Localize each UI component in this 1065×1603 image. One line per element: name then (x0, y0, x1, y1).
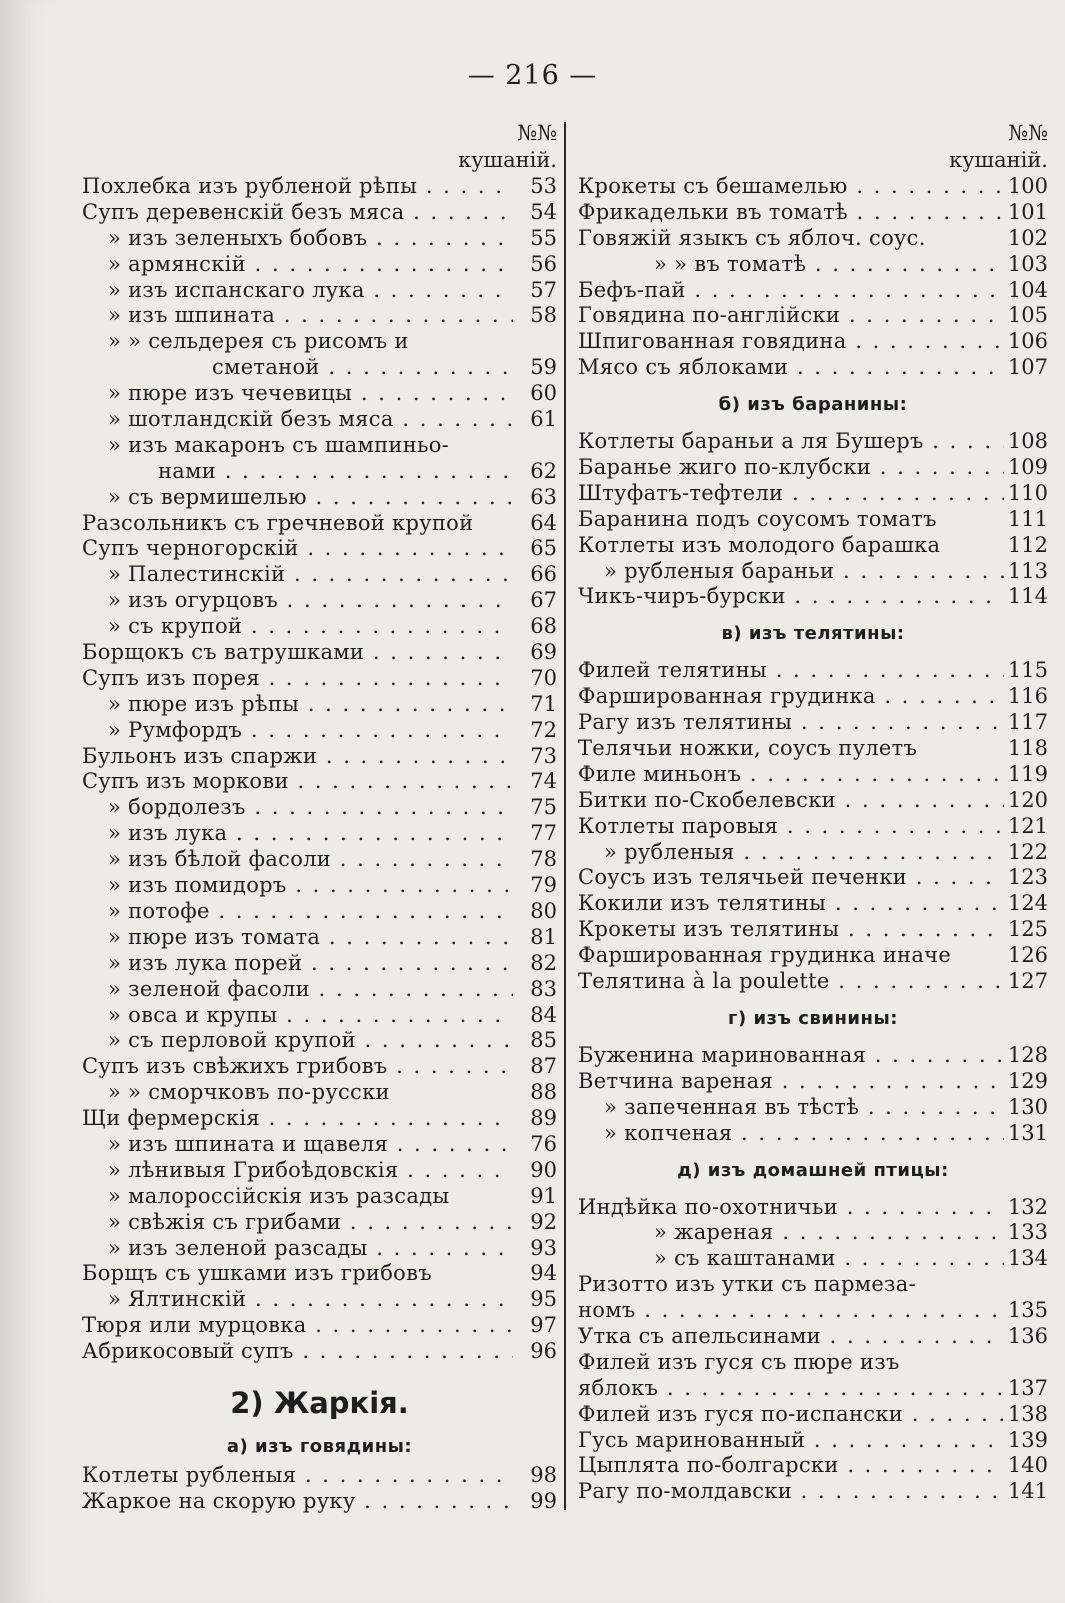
dish-name: Похлебка изъ рубленой рѣпы . . . (82, 174, 513, 200)
dish-number: 99 (530, 1488, 557, 1513)
dish-name: » » сельдерея съ рисомъ и (108, 329, 409, 354)
dish-name: » изъ зеленой разсады . . . (82, 1236, 513, 1262)
dish-entry (82, 925, 557, 951)
dish-number: 91 (530, 1183, 557, 1208)
section-title: 2) Жаркія. (230, 1385, 409, 1420)
dish-number: 69 (530, 640, 557, 665)
dish-number: 100 (1007, 174, 1048, 198)
dish-number: 83 (530, 976, 557, 1001)
dish-number: 84 (530, 1002, 557, 1027)
dish-entry (82, 511, 557, 537)
dish-entry (578, 1376, 1048, 1402)
dish-name: » шотландскій безъ мяса . . . (82, 407, 513, 433)
dish-entry (82, 1489, 557, 1515)
dish-entry (578, 455, 1048, 481)
dish-name: » изъ лука порей . . . (82, 951, 513, 977)
dish-name: сметаной . . . (82, 355, 513, 381)
dish-entry (82, 951, 557, 977)
dish-name: Тюря или мурцовка . . . (82, 1313, 513, 1339)
dish-number-header: №№ кушаній. (949, 121, 1048, 172)
dish-entry (578, 278, 1048, 304)
dish-entry (82, 407, 557, 433)
dish-number: 67 (530, 588, 557, 613)
dish-number: 95 (530, 1287, 557, 1312)
dish-name: Котлеты бараньи а ля Бушеръ . . . (578, 429, 1004, 455)
dish-number: 71 (530, 691, 557, 716)
dish-number: 66 (530, 562, 557, 587)
dish-name: Утка съ апельсинами . . . (578, 1324, 1004, 1350)
dish-entry (578, 1479, 1048, 1505)
dish-entry (578, 1298, 1048, 1324)
dish-number: 93 (530, 1235, 557, 1260)
dish-entry (578, 917, 1048, 943)
dish-name: » изъ бѣлой фасоли . . . (82, 847, 513, 873)
dish-number: 128 (1007, 1042, 1048, 1067)
dish-number: 114 (1007, 584, 1048, 609)
dish-number: 59 (530, 355, 557, 380)
dish-name: Мясо съ яблоками . . . (578, 355, 1004, 381)
dish-number: 58 (530, 303, 557, 328)
dish-number: 112 (1007, 532, 1048, 557)
dish-entry (578, 943, 1048, 969)
dish-number: 127 (1007, 969, 1048, 994)
dish-entry (578, 969, 1048, 995)
dish-entry (82, 485, 557, 511)
dish-number: 85 (530, 1028, 557, 1053)
dish-entry (578, 533, 1048, 559)
dish-entry (82, 1054, 557, 1080)
dish-number: 115 (1007, 658, 1048, 683)
dish-name: Фаршированная грудинка иначе (578, 943, 952, 968)
dish-number: 140 (1007, 1453, 1048, 1478)
dish-entry (82, 1003, 557, 1029)
dish-name: Гусь маринованный . . . (578, 1428, 1004, 1454)
dish-entry (82, 1080, 557, 1106)
dish-name: Котлеты изъ молодого барашка (578, 532, 941, 557)
dish-name: Буженина маринованная . . . (578, 1043, 1004, 1069)
dish-name: » зеленой фасоли . . . (82, 977, 513, 1003)
dish-name: » съ каштанами . . . (578, 1246, 1004, 1272)
dish-number: 120 (1007, 787, 1048, 812)
right-column (578, 120, 1048, 1505)
dish-entry (82, 278, 557, 304)
dish-number: 137 (1007, 1375, 1048, 1400)
dish-number: 80 (530, 898, 557, 923)
dish-entry (82, 821, 557, 847)
dish-entry (82, 303, 557, 329)
dish-name: Телячьи ножки, соусъ пулетъ (578, 736, 918, 761)
dish-entry (578, 684, 1048, 710)
dish-name: Говядина по-англійски . . . (578, 303, 1004, 329)
dish-entry (82, 1106, 557, 1132)
dish-entry (82, 1210, 557, 1236)
dish-name: Фаршированная грудинка . . . (578, 684, 1004, 710)
beef-list-continued (578, 174, 1048, 381)
dish-name: Супъ изъ свѣжихъ грибовъ . . . (82, 1054, 513, 1080)
dish-name: Крокеты съ бешамелью . . . (578, 174, 1004, 200)
dish-name: » » въ томатѣ . . . (578, 252, 1004, 278)
dish-name: Фрикадельки въ томатѣ . . . (578, 200, 1004, 226)
dish-name: Абрикосовый супъ . . . (82, 1339, 513, 1365)
dish-name: » Румфордъ . . . (82, 718, 513, 744)
dish-entry (82, 1313, 557, 1339)
dish-name: Супъ деревенскій безъ мяса . . . (82, 200, 513, 226)
dish-name: » изъ помидоръ . . . (82, 873, 513, 899)
dish-entry (578, 1121, 1048, 1147)
dish-entry (578, 1272, 1048, 1298)
dish-entry (82, 174, 557, 200)
dish-entry (82, 562, 557, 588)
dish-entry (578, 1428, 1048, 1454)
dish-number: 116 (1007, 684, 1048, 709)
dish-entry (578, 1324, 1048, 1350)
dish-name: » изъ макаронъ съ шампиньо- (108, 432, 450, 457)
dish-entry (578, 226, 1048, 252)
dish-entry (82, 200, 557, 226)
dish-name: Филе миньонъ . . . (578, 762, 1004, 788)
dish-number: 103 (1007, 251, 1048, 276)
dish-name: » съ крупой . . . (82, 614, 513, 640)
dish-entry (82, 1132, 557, 1158)
dish-number: 87 (530, 1054, 557, 1079)
dish-number: 123 (1007, 865, 1048, 890)
dish-number: 96 (530, 1339, 557, 1364)
dish-name: Щи фермерскія . . . (82, 1106, 513, 1132)
dish-entry (82, 1261, 557, 1287)
dish-number: 54 (530, 199, 557, 224)
dish-number: 129 (1007, 1068, 1048, 1093)
dish-entry (578, 658, 1048, 684)
dish-name: » изъ огурцовъ . . . (82, 588, 513, 614)
dish-name: » пюре изъ рѣпы . . . (82, 692, 513, 718)
dish-number: 72 (530, 717, 557, 742)
dish-name: Цыплята по-болгарски . . . (578, 1453, 1004, 1479)
dish-name: Ризотто изъ утки съ пармеза- (578, 1272, 917, 1297)
dish-entry (82, 692, 557, 718)
dish-entry (578, 1220, 1048, 1246)
dish-number: 101 (1007, 199, 1048, 224)
dish-name: Рагу изъ телятины . . . (578, 710, 1004, 736)
dish-number: 55 (530, 225, 557, 250)
dish-entry (578, 584, 1048, 610)
subsection-poultry: д) изъ домашней птицы: (677, 1159, 949, 1181)
dish-number: 81 (530, 924, 557, 949)
dish-number: 107 (1007, 355, 1048, 380)
dish-number: 110 (1007, 480, 1048, 505)
dish-entry (578, 865, 1048, 891)
dish-entry (578, 355, 1048, 381)
dish-entry (578, 1095, 1048, 1121)
dish-number: 56 (530, 251, 557, 276)
dish-entry (578, 200, 1048, 226)
dish-entry (578, 788, 1048, 814)
dish-name: Филей изъ гуся съ пюре изъ (578, 1349, 900, 1374)
dish-entry (578, 1402, 1048, 1428)
dish-entry (578, 481, 1048, 507)
dish-name: » изъ лука . . . (82, 821, 513, 847)
dish-number: 57 (530, 277, 557, 302)
dish-name: » Палестинскій . . . (82, 562, 513, 588)
dish-entry (82, 381, 557, 407)
dish-name: » лѣнивыя Грибоѣдовскія . . . (82, 1158, 513, 1184)
dish-name: Баранье жиго по-клубски . . . (578, 455, 1004, 481)
dish-number: 135 (1007, 1298, 1048, 1323)
dish-name: Шпигованная говядина . . . (578, 329, 1004, 355)
dish-name: Соусъ изъ телячьей печенки . . . (578, 865, 1004, 891)
dish-number: 90 (530, 1157, 557, 1182)
dish-name: Телятина à la poulette . . . (578, 969, 1004, 995)
dish-name: » армянскій . . . (82, 252, 513, 278)
dish-name: номъ . . . (578, 1298, 1004, 1324)
dish-number: 109 (1007, 455, 1048, 480)
dish-entry (578, 174, 1048, 200)
dish-name: Жаркое на скорую руку . . . (82, 1489, 513, 1515)
veal-list (578, 658, 1048, 995)
dish-name: Супъ изъ порея . . . (82, 666, 513, 692)
dish-name: Кокили изъ телятины . . . (578, 891, 1004, 917)
dish-name: » съ вермишелью . . . (82, 485, 513, 511)
dish-name: » потофе . . . (82, 899, 513, 925)
dish-number: 126 (1007, 943, 1048, 968)
dish-number: 61 (530, 407, 557, 432)
column-divider (564, 122, 566, 1510)
dish-name: Супъ черногорскій . . . (82, 536, 513, 562)
dish-name: Котлеты рубленыя . . . (82, 1463, 513, 1489)
dish-name: » рубленыя . . . (578, 840, 1004, 866)
dish-name: Баранина подъ соусомъ томатъ (578, 506, 937, 531)
dish-entry (578, 559, 1048, 585)
dish-entry (82, 459, 557, 485)
dish-entry (82, 1339, 557, 1365)
dish-entry (578, 1195, 1048, 1221)
dish-name: Битки по-Скобелевски . . . (578, 788, 1004, 814)
dish-entry (82, 355, 557, 381)
dish-entry (82, 433, 557, 459)
dish-name: Разсольникъ съ гречневой крупой (82, 510, 474, 535)
dish-name: » бордолезъ . . . (82, 795, 513, 821)
dish-number: 70 (530, 665, 557, 690)
dish-name: » жареная . . . (578, 1220, 1004, 1246)
dish-name: » овса и крупы . . . (82, 1003, 513, 1029)
dish-entry (578, 1453, 1048, 1479)
dish-name: Чикъ-чиръ-бурски . . . (578, 584, 1004, 610)
subsection-mutton: б) изъ баранины: (718, 394, 908, 416)
dish-entry (82, 1158, 557, 1184)
dish-entry (82, 1236, 557, 1262)
dish-entry (578, 1246, 1048, 1272)
dish-entry (82, 1028, 557, 1054)
dish-name: Говяжій языкъ съ яблоч. соус. (578, 225, 926, 250)
dish-name: » малороссійскія изъ разсады (108, 1183, 450, 1208)
dish-name: » изъ шпината и щавеля . . . (82, 1132, 513, 1158)
dish-number: 117 (1007, 710, 1048, 735)
mutton-list (578, 429, 1048, 610)
dish-number: 132 (1007, 1194, 1048, 1219)
soup-list (82, 174, 557, 1365)
dish-name: Филей телятины . . . (578, 658, 1004, 684)
dish-number: 68 (530, 614, 557, 639)
dish-entry (82, 640, 557, 666)
dish-number: 133 (1007, 1220, 1048, 1245)
dish-number: 121 (1007, 813, 1048, 838)
dish-number: 74 (530, 769, 557, 794)
dish-entry (82, 1287, 557, 1313)
beef-list (82, 1463, 557, 1515)
dish-entry (82, 718, 557, 744)
dish-number: 73 (530, 743, 557, 768)
dish-name: Штуфатъ-тефтели . . . (578, 481, 1004, 507)
dish-number: 134 (1007, 1246, 1048, 1271)
dish-number: 130 (1007, 1094, 1048, 1119)
dish-number: 131 (1007, 1120, 1048, 1145)
dish-entry (82, 614, 557, 640)
dish-entry (578, 891, 1048, 917)
dish-number: 92 (530, 1209, 557, 1234)
dish-number: 79 (530, 873, 557, 898)
dish-entry (82, 536, 557, 562)
dish-entry (82, 899, 557, 925)
dish-number: 102 (1007, 225, 1048, 250)
dish-entry (82, 744, 557, 770)
dish-number: 77 (530, 821, 557, 846)
dish-name: » изъ зеленыхъ бобовъ . . . (82, 226, 513, 252)
dish-number: 75 (530, 795, 557, 820)
dish-name: Бульонъ изъ спаржи . . . (82, 744, 513, 770)
dish-number: 108 (1007, 429, 1048, 454)
dish-name: » Ялтинскій . . . (82, 1287, 513, 1313)
dish-number: 65 (530, 536, 557, 561)
dish-name: яблокъ . . . (578, 1376, 1004, 1402)
subsection-beef: а) изъ говядины: (226, 1435, 413, 1457)
dish-entry (82, 847, 557, 873)
dish-name: » запеченная въ тѣстѣ . . . (578, 1095, 1004, 1121)
dish-number: 88 (530, 1080, 557, 1105)
dish-entry (578, 710, 1048, 736)
dish-name: Борщъ съ ушками изъ грибовъ (82, 1261, 432, 1286)
dish-number: 113 (1007, 558, 1048, 583)
poultry-list (578, 1195, 1048, 1506)
dish-entry (82, 1184, 557, 1210)
subsection-pork: г) изъ свинины: (728, 1007, 898, 1029)
dish-number: 118 (1007, 736, 1048, 761)
dish-name: » свѣжія съ грибами . . . (82, 1210, 513, 1236)
dish-entry (82, 588, 557, 614)
dish-entry (82, 977, 557, 1003)
dish-number: 63 (530, 484, 557, 509)
subsection-veal: в) изъ телятины: (721, 623, 905, 645)
dish-number: 104 (1007, 277, 1048, 302)
dish-name: Крокеты изъ телятины . . . (578, 917, 1004, 943)
dish-entry (578, 329, 1048, 355)
dish-entry (578, 1069, 1048, 1095)
dish-entry (578, 736, 1048, 762)
dish-name: » изъ испанскаго лука . . . (82, 278, 513, 304)
dish-number: 124 (1007, 891, 1048, 916)
dish-name: Бефъ-пай . . . (578, 278, 1004, 304)
dish-number: 122 (1007, 839, 1048, 864)
dish-number: 60 (530, 381, 557, 406)
dish-entry (82, 769, 557, 795)
dish-number: 136 (1007, 1323, 1048, 1348)
dish-number-header: №№ кушаній. (458, 121, 557, 172)
dish-number: 89 (530, 1106, 557, 1131)
dish-name: » изъ шпината . . . (82, 303, 513, 329)
dish-entry (578, 814, 1048, 840)
dish-name: » пюре изъ томата . . . (82, 925, 513, 951)
dish-entry (82, 666, 557, 692)
dish-name: » копченая . . . (578, 1121, 1004, 1147)
dish-name: Рагу по-молдавски . . . (578, 1479, 1004, 1505)
dish-entry (82, 252, 557, 278)
dish-number: 125 (1007, 917, 1048, 942)
dish-name: Ветчина вареная . . . (578, 1069, 1004, 1095)
dish-number: 94 (530, 1261, 557, 1286)
dish-name: » » сморчковъ по-русски (108, 1080, 390, 1105)
dish-number: 119 (1007, 761, 1048, 786)
dish-number: 76 (530, 1131, 557, 1156)
dish-number: 111 (1007, 506, 1048, 531)
pork-list (578, 1043, 1048, 1147)
dish-number: 78 (530, 847, 557, 872)
dish-entry (578, 252, 1048, 278)
dish-entry (578, 429, 1048, 455)
dish-number: 138 (1007, 1401, 1048, 1426)
dish-name: Супъ изъ моркови . . . (82, 769, 513, 795)
dish-number: 64 (530, 510, 557, 535)
dish-number: 139 (1007, 1427, 1048, 1452)
left-column (82, 120, 557, 1515)
dish-entry (82, 795, 557, 821)
dish-name: » пюре изъ чечевицы . . . (82, 381, 513, 407)
dish-number: 97 (530, 1313, 557, 1338)
dish-entry (578, 762, 1048, 788)
dish-entry (82, 226, 557, 252)
dish-entry (82, 1463, 557, 1489)
dish-entry (578, 1350, 1048, 1376)
dish-name: Борщокъ съ ватрушками . . . (82, 640, 513, 666)
dish-entry (578, 840, 1048, 866)
dish-number: 53 (530, 174, 557, 198)
dish-number: 106 (1007, 329, 1048, 354)
dish-number: 105 (1007, 303, 1048, 328)
dish-number: 98 (530, 1462, 557, 1487)
dish-name: Филей изъ гуся по-испански . . . (578, 1402, 1004, 1428)
dish-number: 62 (530, 458, 557, 483)
dish-entry (578, 507, 1048, 533)
dish-name: нами . . . (82, 459, 513, 485)
dish-name: Индѣйка по-охотничьи . . . (578, 1195, 1004, 1221)
dish-name: » съ перловой крупой . . . (82, 1028, 513, 1054)
dish-entry (82, 329, 557, 355)
dish-entry (82, 873, 557, 899)
page-number: — 216 — (467, 60, 598, 91)
dish-number: 141 (1007, 1479, 1048, 1504)
dish-entry (578, 303, 1048, 329)
dish-name: Котлеты паровыя . . . (578, 814, 1004, 840)
dish-name: » рубленыя бараньи . . . (578, 559, 1004, 585)
dish-number: 82 (530, 950, 557, 975)
dish-entry (578, 1043, 1048, 1069)
